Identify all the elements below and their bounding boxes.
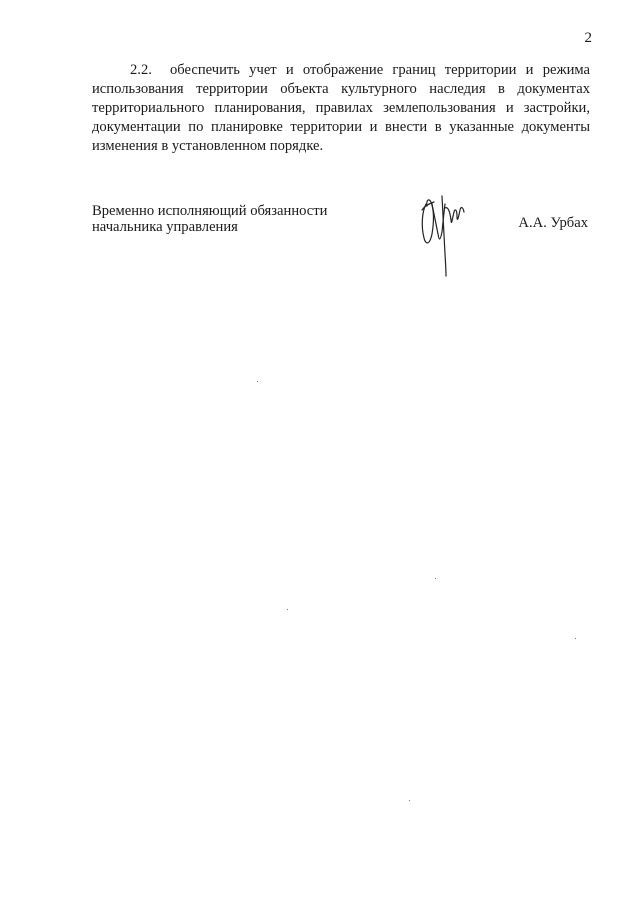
clause-number: 2.2.	[130, 62, 152, 78]
clause-paragraph	[92, 61, 590, 156]
scan-speck	[409, 800, 410, 801]
signatory-position-line2: начальника управления	[92, 219, 238, 235]
clause-text: обеспечить учет и отображение границ территории и режима использования территории объекта культурного наследия в документах территориального планирования, правилах землепользования и застройки, документации по планировке территории и внести в указанные документы изменения в установленном порядке.	[92, 62, 590, 154]
scan-speck	[257, 381, 258, 382]
scan-speck	[435, 578, 436, 579]
handwritten-signature	[412, 190, 472, 282]
signatory-position	[92, 203, 327, 235]
scan-speck	[287, 609, 288, 610]
scan-speck	[575, 638, 576, 639]
signatory-position-line1: Временно исполняющий обязанности	[92, 203, 328, 219]
signatory-name: А.А. Урбах	[518, 215, 588, 231]
page-number: 2	[584, 30, 592, 46]
